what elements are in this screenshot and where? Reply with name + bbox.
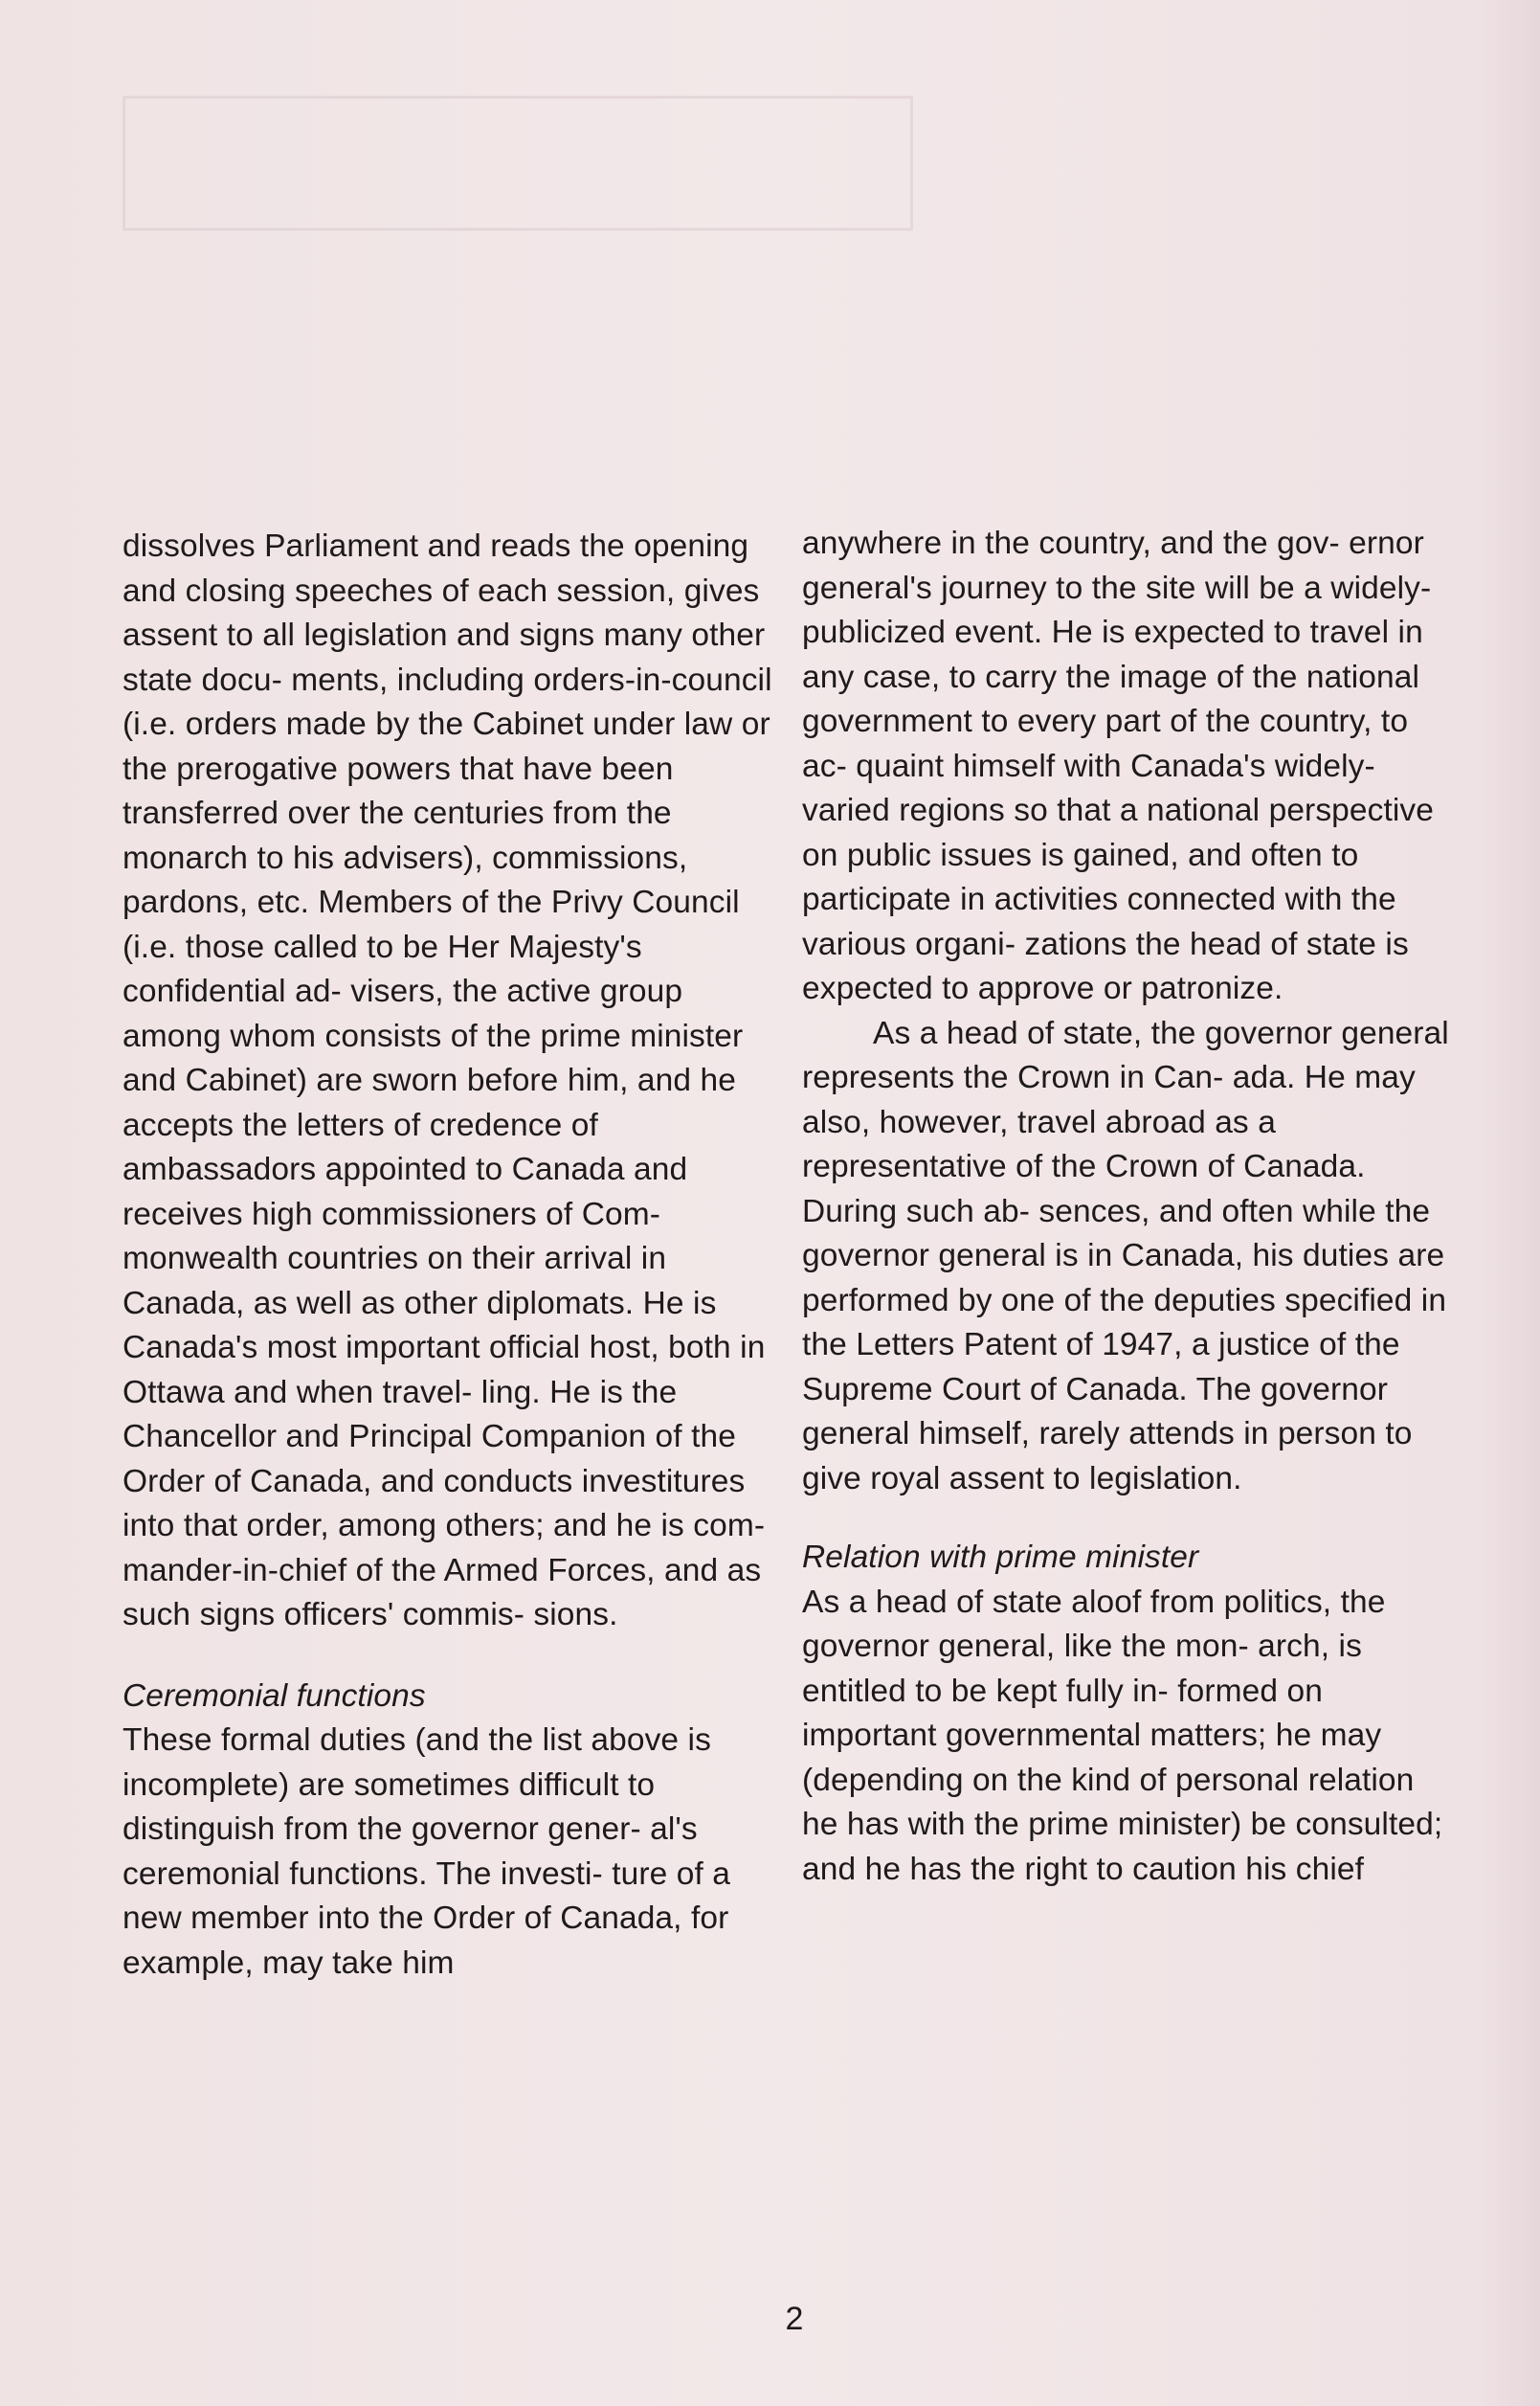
section-heading-relation-with-prime-minister: Relation with prime minister: [802, 1540, 1199, 1575]
show-through-stamp: [123, 96, 913, 231]
left-paragraph-2: These formal duties (and the list above is incomplete) are sometimes difficult to distinguish from the governor gener- al's ceremonial functions. The investi- ture of a new member into the Order of Canada, for example, may take him: [123, 1722, 731, 1981]
right-paragraph-2: As a head of state, the governor general represents the Crown in Can- ada. He may also, however, travel abroad as a representative of the Crown of Canada. During such ab- sences, and often while the governor general is in Canada, his duties are performed by one of the deputies specified in the Letters Patent of 1947, a justice of the Supreme Court of Canada. The governor general himself, rarely attends in person to give royal assent to legislation.: [802, 1015, 1449, 1496]
section-heading-ceremonial-functions: Ceremonial functions: [123, 1677, 426, 1714]
left-column: [123, 525, 773, 1986]
right-paragraph-1: anywhere in the country, and the gov- ernor general's journey to the site will be a widely-publicized event. He is expected to travel in any case, to carry the image of the national government to every part of the country, to ac- quaint himself with Canada's widely- varied regions so that a national perspective on public issues is gained, and often to participate in activities connected with the various organi- zations the head of state is expected to approve or patronize.: [802, 526, 1435, 1006]
page-number: 2: [785, 2301, 804, 2337]
right-paragraph-3: As a head of state aloof from politics, the governor general, like the mon- arch, is entitled to be kept fully in- formed on important governmental matters; he may (depending on the kind of personal relation he has with the prime minister) be consulted; and he has the right to caution his chief: [802, 1584, 1443, 1887]
left-paragraph-1: dissolves Parliament and reads the opening and closing speeches of each session, gives assent to all legislation and signs many other state docu- ments, including orders-in-council (i.e. orders made by the Cabinet under law or the prerogative powers that have been transferred over the centuries from the monarch to his advisers), commissions, pardons, etc. Members of the Privy Council (i.e. those called to be Her Majesty's confidential ad- visers, the active group among whom consists of the prime minister and Cabinet) are sworn before him, and he accepts the letters of credence of ambassadors appointed to Canada and receives high commissioners of Com- monwealth countries on their arrival in Canada, as well as other diplomats. He is Canada's most important official host, both in Ottawa and when travel- ling. He is the Chancellor and Principal Companion of the Order of Canada, and conducts investitures into that order, among others; and he is com- mander-in-chief of the Armed Forces, and as such signs officers' commis- sions.: [123, 528, 772, 1632]
right-column: [802, 522, 1453, 1892]
